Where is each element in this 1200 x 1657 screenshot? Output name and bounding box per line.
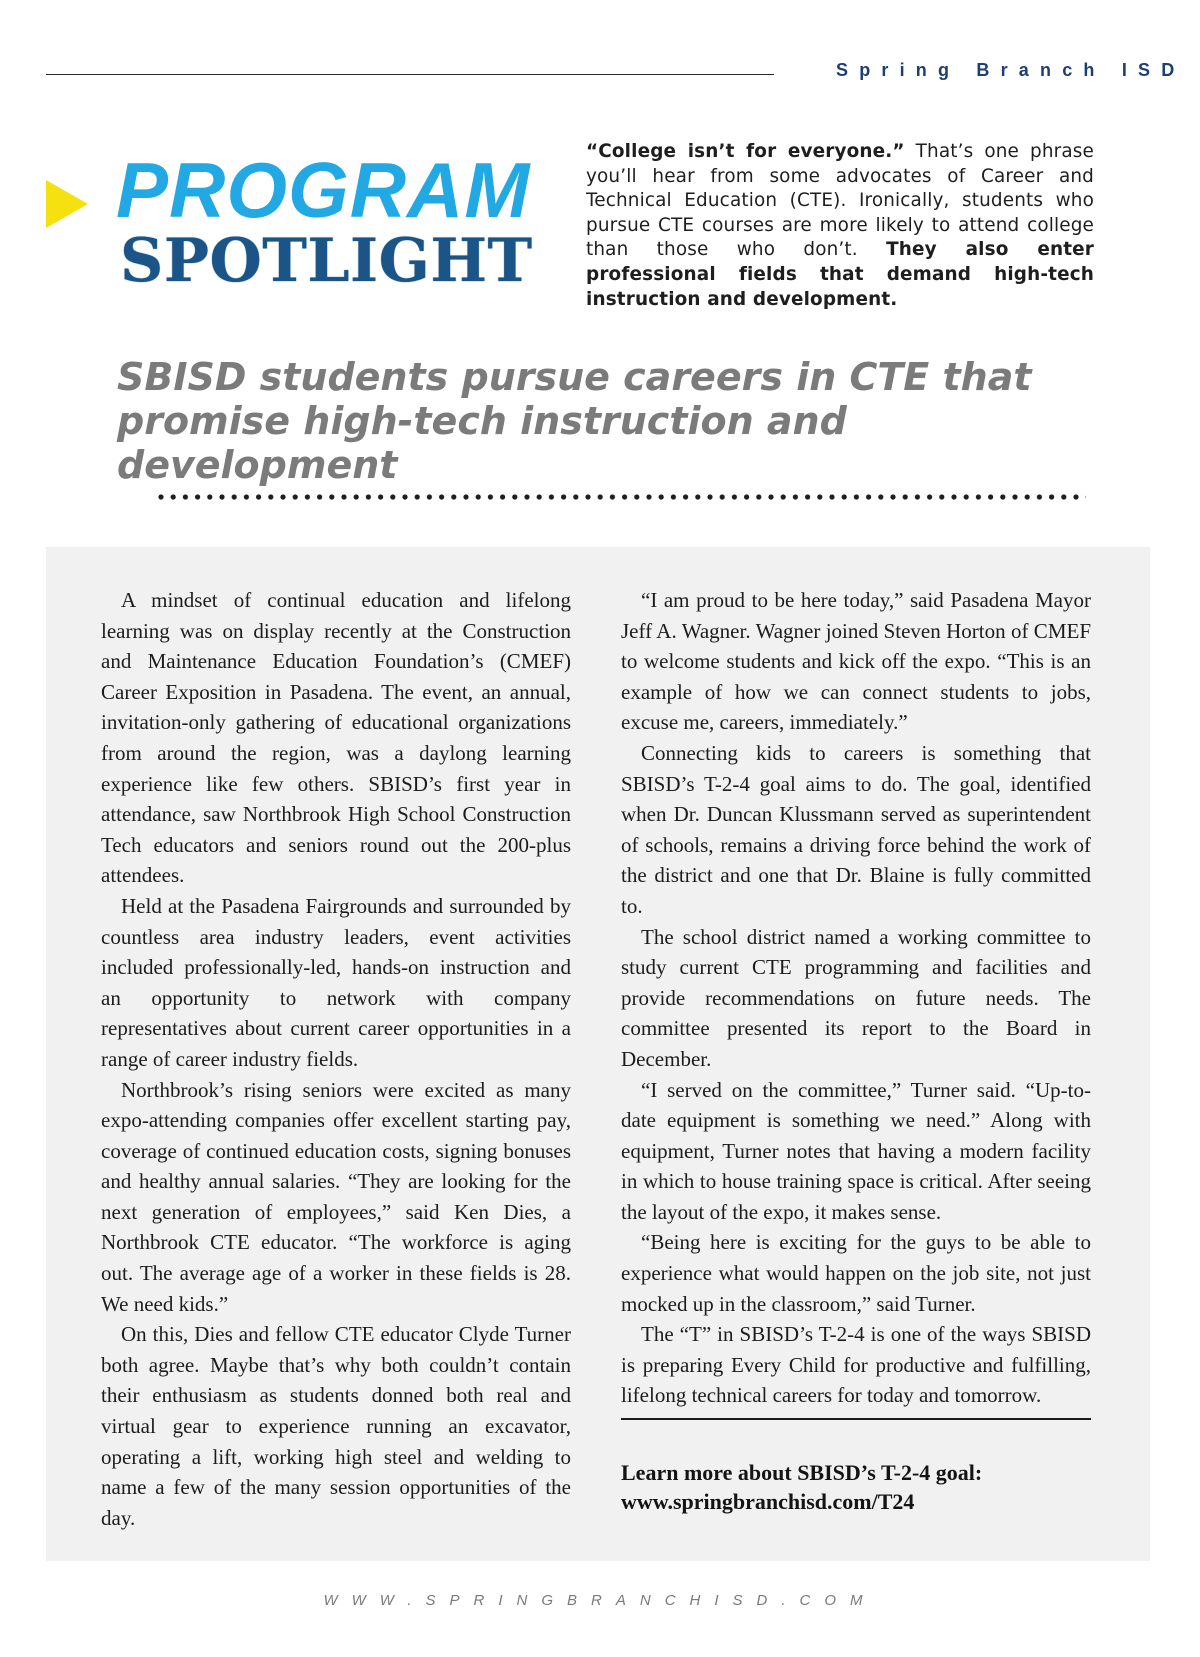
article-paragraph: Northbrook’s rising seniors were excited as many expo-attending companies offer excellent starting pay, coverage of continued education costs, signing bonuses and healthy annual salaries. “They are looking for the next generation of employees,” said Ken Dies, a Northbrook CTE educator. “The workforce is aging out. The average age of a worker in these fields is 28. We need kids.” — [101, 1077, 571, 1316]
article-paragraph: The “T” in SBISD’s T-2-4 is one of the ways SBISD is preparing Every Child for productive and fulfilling, lifelong technical careers for today and tomorrow. — [621, 1322, 1091, 1408]
callout-link[interactable]: www.springbranchisd.com/T24 — [621, 1489, 915, 1514]
footer-url[interactable]: WWW.SPRINGBRANCHISD.COM — [323, 1592, 877, 1609]
headline-line-2: promise high-tech instruction and development — [117, 399, 847, 487]
article-paragraph: The school district named a working committee to study current CTE programming and facilities and provide recommendations on future needs. The committee presented its report to the Board in December. — [621, 924, 1091, 1071]
article-paragraph: Connecting kids to careers is something that SBISD’s T-2-4 goal aims to do. The goal, identified when Dr. Duncan Klussmann served as superintendent of schools, remains a driving force behind the work of the district and one that Dr. Blaine is fully committed to. — [621, 740, 1091, 918]
article-paragraph: On this, Dies and fellow CTE educator Clyde Turner both agree. Maybe that’s why both couldn’t contain their enthusiasm as students donned both real and virtual gear to experience running an excavator, operating a lift, working high steel and welding to name a few of the many session opportunities of the day. — [101, 1322, 571, 1530]
article-paragraph: Held at the Pasadena Fairgrounds and surrounded by countless area industry leaders, event activities included professionally-led, hands-on instruction and an opportunity to network with company representatives about current career opportunities in a range of career industry fields. — [101, 893, 571, 1071]
article-column-right — [621, 585, 1091, 1411]
spotlight-title-spotlight: SPOTLIGHT — [120, 226, 533, 296]
learn-more-callout — [621, 1458, 1141, 1516]
intro-text: That’s one phrase you’ll hear from some advocates of Career and Technical Education (CTE). Ironically, students who pursue CTE courses are more likely to attend college than those who don’t. — [586, 141, 1094, 261]
headline-line-1: SBISD students pursue careers in CTE that — [117, 355, 1032, 399]
intro-closing: They also enter professional fields that demand high-tech instruction and development. — [586, 239, 1094, 310]
dotted-divider — [158, 492, 1086, 502]
intro-quote: “College isn’t for everyone.” — [586, 141, 905, 162]
article-paragraph: A mindset of continual education and lifelong learning was on display recently at the Construction and Maintenance Education Foundation’s (CMEF) Career Exposition in Pasadena. The event, an annual, invitation-only gathering of educational organizations from around the region, was a daylong learning experience like few others. SBISD’s first year in attendance, saw Northbrook High School Construction Tech educators and seniors round out the 200-plus attendees. — [101, 588, 571, 888]
article-column-left — [101, 585, 571, 1533]
article-paragraph: “I served on the committee,” Turner said. “Up-to-date equipment is something we need.” Along with equipment, Turner notes that having a modern facility in which to house training space is critical. After seeing the layout of the expo, it makes sense. — [621, 1077, 1091, 1224]
article-headline — [117, 355, 1117, 487]
header-rule — [46, 74, 774, 75]
article-paragraph: “Being here is exciting for the guys to be able to experience what would happen on the job site, not just mocked up in the classroom,” said Turner. — [621, 1230, 1091, 1316]
header-brand: Spring Branch ISD — [836, 60, 1186, 80]
callout-rule — [621, 1418, 1091, 1420]
yellow-arrow-icon — [46, 180, 88, 228]
spotlight-title-program: PROGRAM — [116, 146, 531, 234]
intro-paragraph — [586, 140, 1094, 312]
article-paragraph: “I am proud to be here today,” said Pasadena Mayor Jeff A. Wagner. Wagner joined Steven Horton of CMEF to welcome students and kick off the expo. “This is an example of how we can connect students to jobs, excuse me, careers, immediately.” — [621, 588, 1091, 735]
callout-text: Learn more about SBISD’s T-2-4 goal: — [621, 1460, 983, 1485]
